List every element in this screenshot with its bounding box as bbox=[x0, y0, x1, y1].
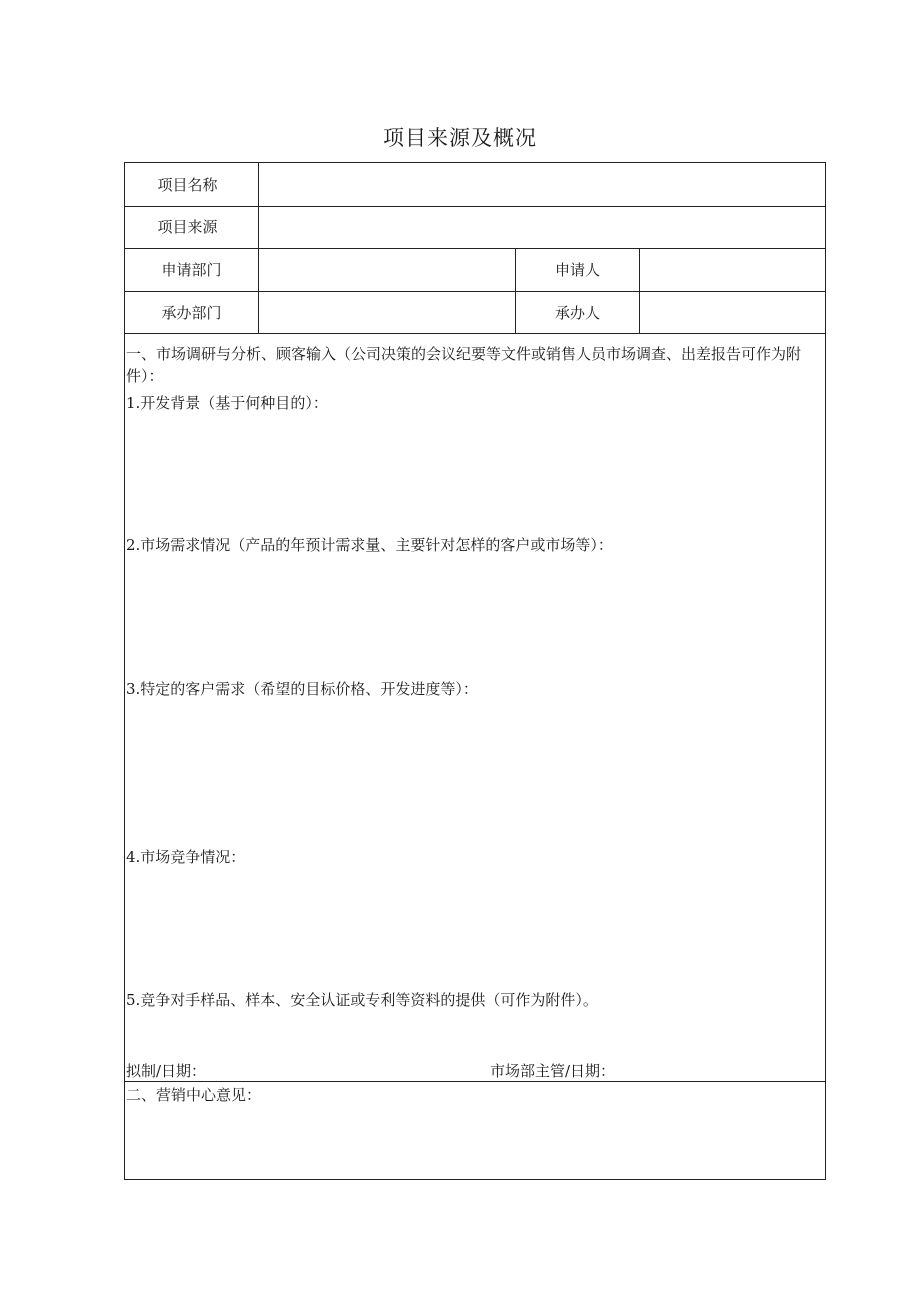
applicant-dept-label: 申请部门 bbox=[161, 261, 222, 279]
project-source-label: 项目来源 bbox=[157, 218, 218, 236]
item-development-background: 1.开发背景（基于何种目的）： bbox=[126, 394, 328, 412]
item-market-competition: 4.市场竞争情况： bbox=[126, 848, 246, 866]
undertaker-field[interactable] bbox=[640, 292, 825, 333]
item-competitor-samples: 5.竞争对手样品、样本、安全认证或专利等资料的提供（可作为附件）。 bbox=[126, 991, 598, 1009]
applicant-label: 申请人 bbox=[554, 261, 600, 279]
section-divider bbox=[125, 1081, 825, 1082]
section-one-heading: 一、市场调研与分析、顾客输入（公司决策的会议纪要等文件或销售人员市场调查、出差报告可作为附件）： bbox=[126, 345, 802, 385]
document-title: 项目来源及概况 bbox=[383, 126, 537, 150]
project-name-field[interactable] bbox=[259, 163, 825, 206]
undertaking-dept-label: 承办部门 bbox=[161, 304, 222, 322]
drafter-signature-date: 拟制/日期： bbox=[126, 1062, 207, 1080]
project-source-field[interactable] bbox=[259, 207, 825, 248]
row-divider bbox=[125, 333, 825, 334]
project-form bbox=[124, 162, 826, 1180]
section-two-heading: 二、营销中心意见： bbox=[126, 1086, 262, 1104]
applicant-field[interactable] bbox=[640, 249, 825, 291]
market-supervisor-signature-date: 市场部主管/日期： bbox=[490, 1062, 616, 1080]
item-market-demand: 2.市场需求情况（产品的年预计需求量、主要针对怎样的客户或市场等）： bbox=[126, 536, 613, 554]
undertaking-dept-field[interactable] bbox=[259, 292, 515, 333]
project-name-label: 项目名称 bbox=[157, 176, 218, 194]
undertaker-label: 承办人 bbox=[554, 304, 600, 322]
applicant-dept-field[interactable] bbox=[259, 249, 515, 291]
item-customer-requirements: 3.特定的客户需求（希望的目标价格、开发进度等）： bbox=[126, 680, 478, 698]
